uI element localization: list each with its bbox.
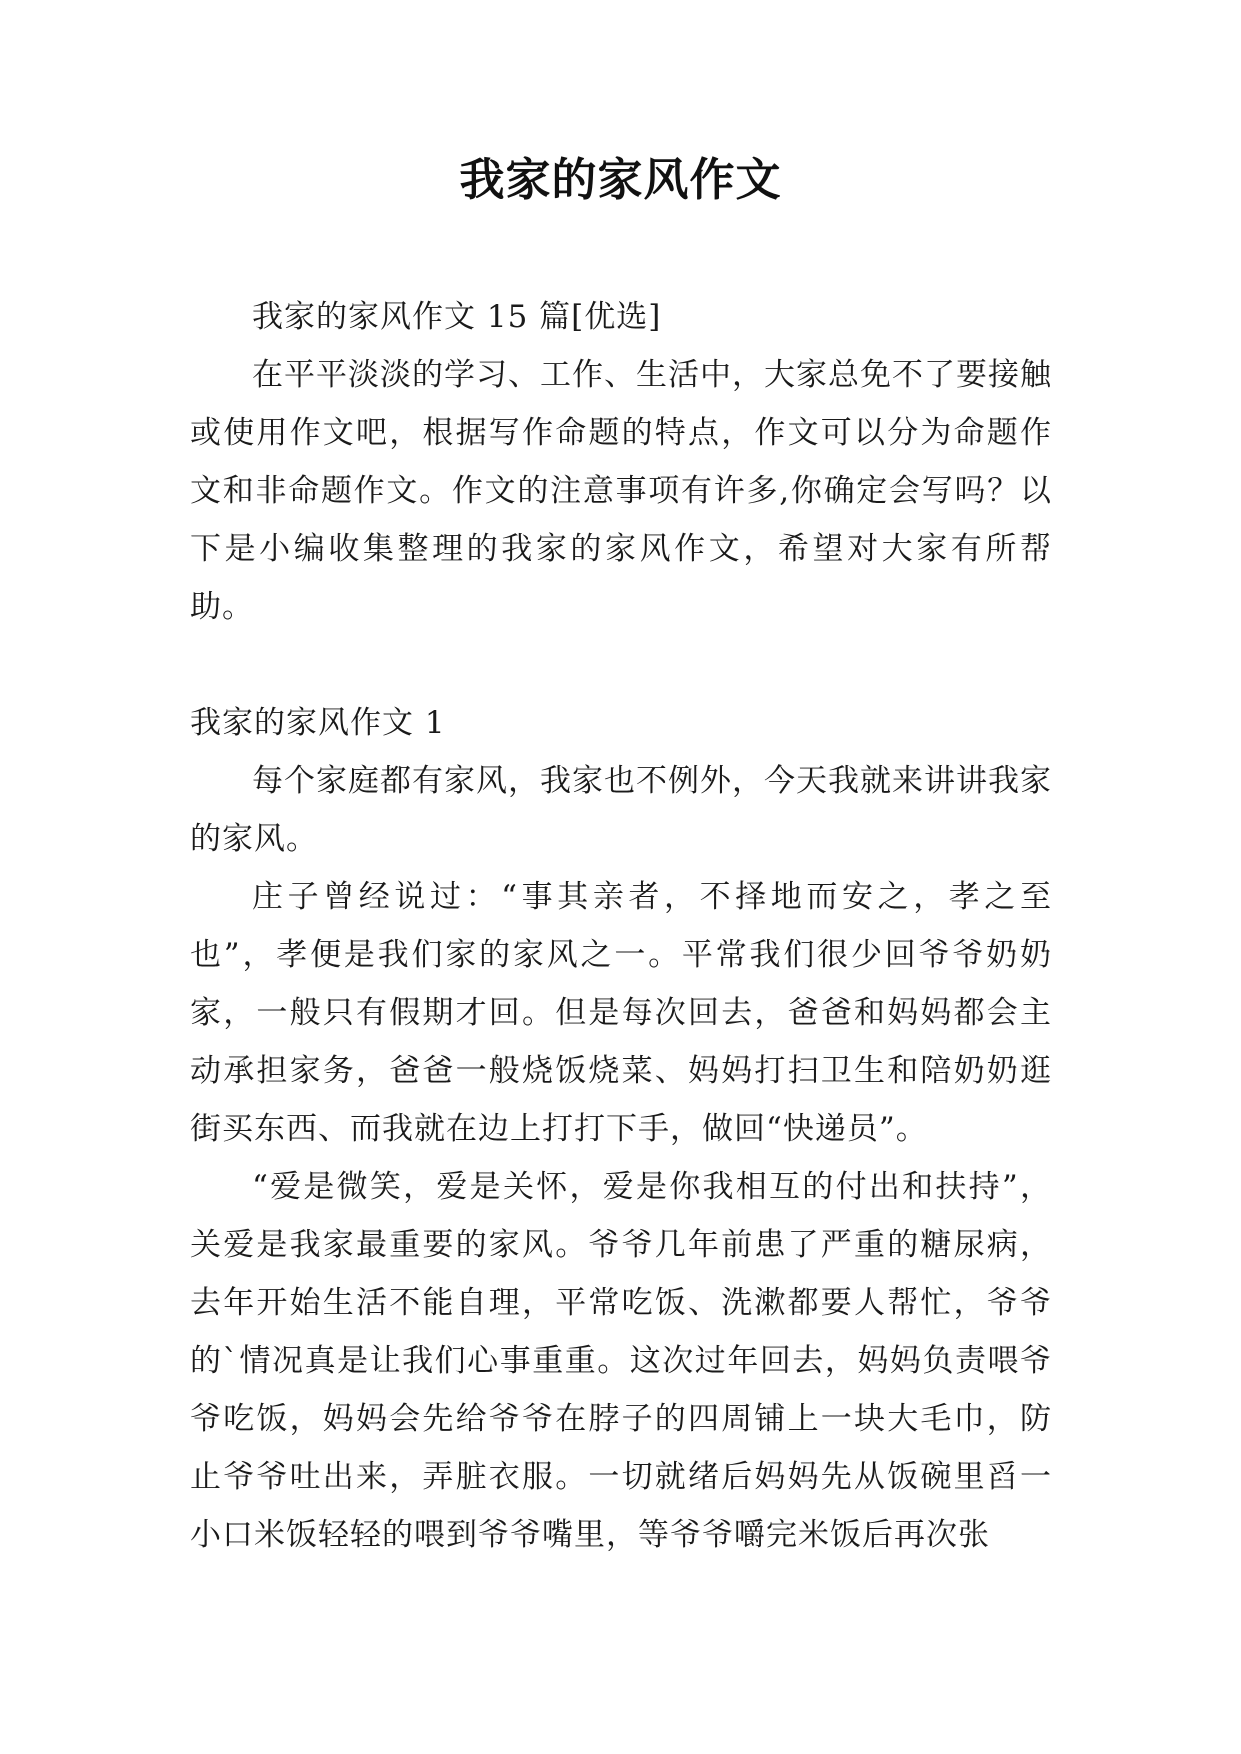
body-paragraph-1: 每个家庭都有家风，我家也不例外，今天我就来讲讲我家的家风。 <box>190 763 1052 857</box>
intro-paragraph: 在平平淡淡的学习、工作、生活中，大家总免不了要接触或使用作文吧，根据写作命题的特点，作文可以分为命题作文和非命题作文。作文的注意事项有许多,你确定会写吗？以下是小编收集整理的我家的家风作文，希望对大家有所帮助。 <box>190 357 1052 625</box>
document-subtitle: 我家的家风作文 15 篇[优选] <box>252 299 662 335</box>
body-paragraph-2: 庄子曾经说过：“事其亲者，不择地而安之，孝之至也”，孝便是我们家的家风之一。平常我们很少回爷爷奶奶家，一般只有假期才回。但是每次回去，爸爸和妈妈都会主动承担家务，爸爸一般烧饭烧菜、妈妈打扫卫生和陪奶奶逛街买东西、而我就在边上打打下手，做回“快递员”。 <box>190 879 1052 1147</box>
section-heading: 我家的家风作文 1 <box>190 705 446 741</box>
document-title: 我家的家风作文 <box>459 153 782 206</box>
section-spacer <box>190 636 1052 694</box>
document-body <box>190 288 1052 1564</box>
body-paragraph-3: “爱是微笑，爱是关怀，爱是你我相互的付出和扶持”，关爱是我家最重要的家风。爷爷几年前患了严重的糖尿病，去年开始生活不能自理，平常吃饭、洗漱都要人帮忙，爷爷的`情况真是让我们心事重重。这次过年回去，妈妈负责喂爷爷吃饭，妈妈会先给爷爷在脖子的四周铺上一块大毛巾，防止爷爷吐出来，弄脏衣服。一切就绪后妈妈先从饭碗里舀一小口米饭轻轻的喂到爷爷嘴里，等爷爷嚼完米饭后再次张 <box>190 1169 1052 1553</box>
